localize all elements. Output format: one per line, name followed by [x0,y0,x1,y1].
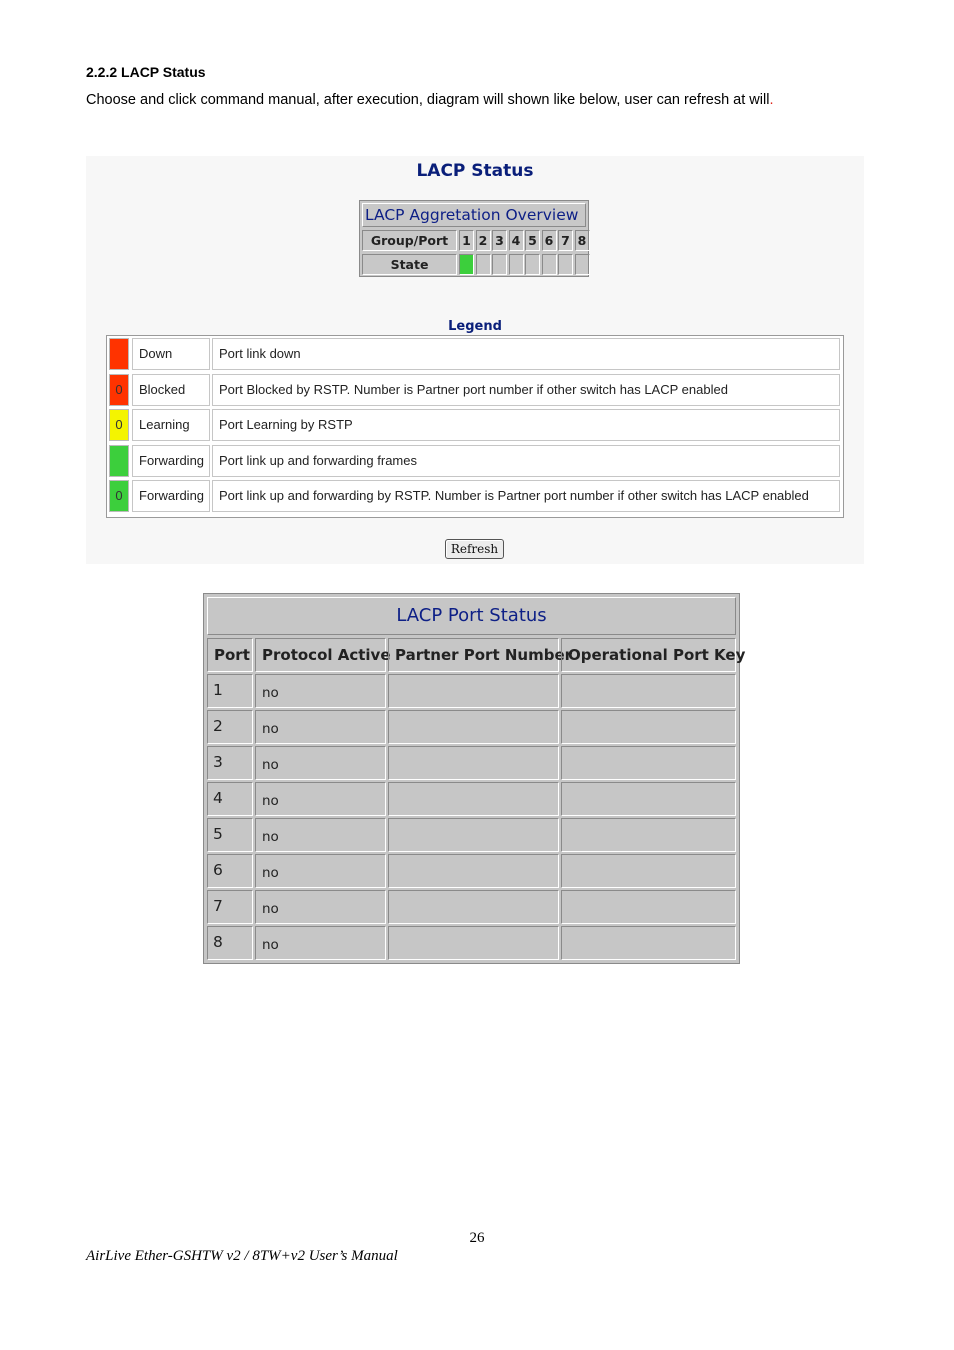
intro-text: Choose and click command manual, after execution, diagram will shown like below, user can refresh at will [86,92,770,108]
legend-description: Port link down [212,338,840,370]
port-cell: 7 [207,890,253,924]
aggregation-overview-table [359,200,589,277]
lacp-port-status-table [203,593,746,964]
port-header-6: 6 [542,230,557,251]
column-header: Port [207,638,253,672]
lacp-status-title: LACP Status [416,161,534,181]
port-cell: 6 [207,854,253,888]
legend-state-name: Learning [132,409,210,441]
protocol-active-cell: no [255,926,386,960]
port-header-3: 3 [492,230,507,251]
port-header-5: 5 [525,230,540,251]
port-header-1: 1 [459,230,474,251]
intro-period: . [769,92,774,108]
legend-swatch [109,338,129,370]
partner-port-cell [388,710,559,744]
legend-row [107,478,843,514]
aggregation-overview-title: LACP Aggretation Overview [362,203,586,227]
partner-port-cell [388,854,559,888]
state-label: State [362,254,457,275]
legend-description: Port Blocked by RSTP. Number is Partner port number if other switch has LACP enabled [212,374,840,406]
page-number: 26 [469,1230,485,1246]
partner-port-cell [388,890,559,924]
legend-swatch [109,445,129,477]
port-state-2 [476,254,491,275]
port-cell: 1 [207,674,253,708]
port-state-8 [575,254,590,275]
port-state-4 [509,254,524,275]
legend-state-name: Forwarding [132,445,210,477]
lacp-status-panel [86,156,864,564]
partner-port-cell [388,926,559,960]
port-key-cell [561,818,736,852]
port-header-8: 8 [575,230,590,251]
port-state-3 [492,254,507,275]
protocol-active-cell: no [255,782,386,816]
column-header: Operational Port Key [561,638,736,672]
footer-text: AirLive Ether-GSHTW v2 / 8TW+v2 User’s Manual [86,1248,398,1264]
port-cell: 4 [207,782,253,816]
protocol-active-cell: no [255,746,386,780]
port-state-1 [459,254,474,275]
port-key-cell [561,674,736,708]
legend-swatch: 0 [109,374,129,406]
column-header: Partner Port Number [388,638,559,672]
port-state-6 [542,254,557,275]
legend-table [106,335,844,518]
legend-description: Port Learning by RSTP [212,409,840,441]
port-key-cell [561,710,736,744]
port-header-2: 2 [476,230,491,251]
legend-swatch: 0 [109,409,129,441]
legend-state-name: Forwarding [132,480,210,512]
lacp-port-status-title: LACP Port Status [207,597,736,635]
port-key-cell [561,890,736,924]
protocol-active-cell: no [255,710,386,744]
port-header-4: 4 [509,230,524,251]
port-key-cell [561,782,736,816]
column-header: Protocol Active [255,638,386,672]
port-state-5 [525,254,540,275]
group-port-label: Group/Port [362,230,457,251]
legend-row [107,372,843,408]
legend-state-name: Blocked [132,374,210,406]
partner-port-cell [388,746,559,780]
protocol-active-cell: no [255,890,386,924]
port-state-7 [558,254,573,275]
legend-row [107,407,843,443]
port-header-7: 7 [558,230,573,251]
port-key-cell [561,746,736,780]
legend-swatch: 0 [109,480,129,512]
legend-state-name: Down [132,338,210,370]
protocol-active-cell: no [255,818,386,852]
port-cell: 2 [207,710,253,744]
partner-port-cell [388,782,559,816]
partner-port-cell [388,674,559,708]
legend-description: Port link up and forwarding frames [212,445,840,477]
port-cell: 8 [207,926,253,960]
port-key-cell [561,926,736,960]
port-cell: 3 [207,746,253,780]
refresh-button[interactable]: Refresh [445,539,504,559]
partner-port-cell [388,818,559,852]
section-heading: 2.2.2 LACP Status [86,64,206,80]
legend-row [107,336,843,372]
legend-description: Port link up and forwarding by RSTP. Number is Partner port number if other switch has LACP enabled [212,480,840,512]
protocol-active-cell: no [255,854,386,888]
legend-row [107,443,843,479]
port-cell: 5 [207,818,253,852]
port-key-cell [561,854,736,888]
legend-title: Legend [448,319,502,334]
intro-paragraph [86,92,773,108]
protocol-active-cell: no [255,674,386,708]
